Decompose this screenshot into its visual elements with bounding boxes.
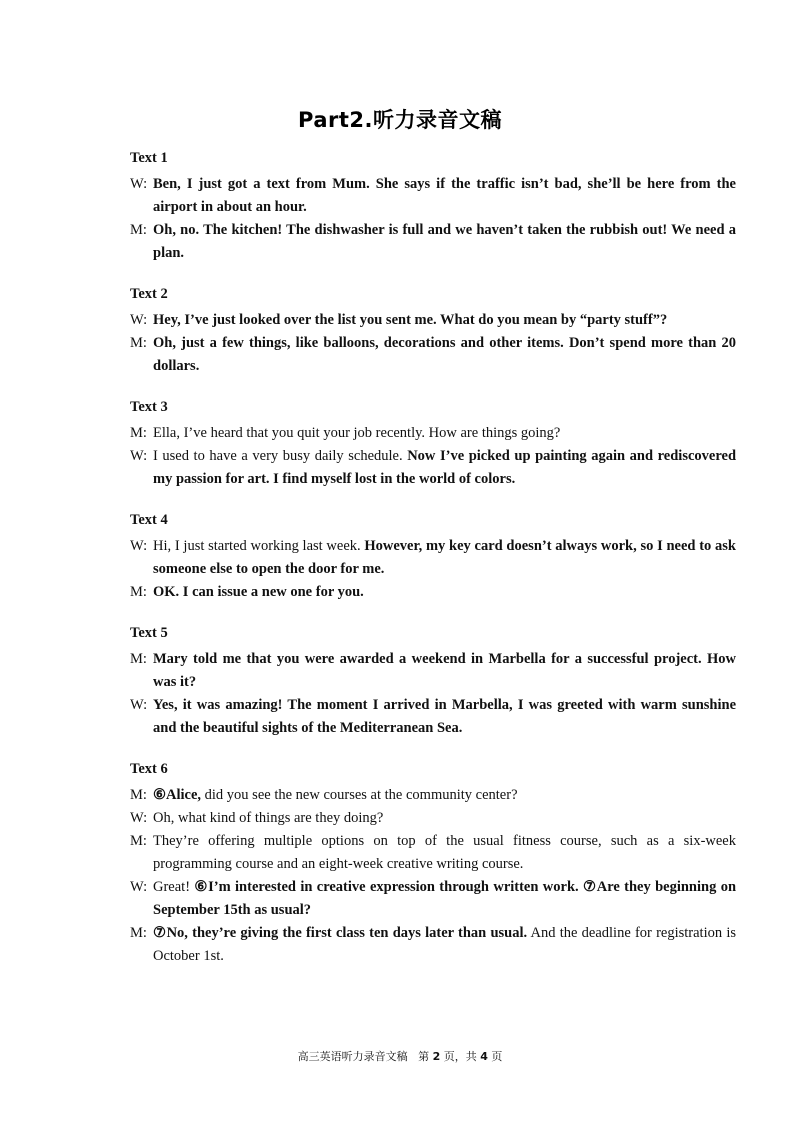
speaker-label: W: [130,312,148,328]
section-heading: Text 6 [130,761,168,777]
footer-page-word-close: 页 [491,1050,503,1063]
section-heading: Text 5 [130,625,168,641]
footer-page-word-open: 第 [418,1050,430,1063]
dialogue-text: Hi, I just started working last week. [153,538,365,554]
speaker-label: M: [130,787,147,803]
speaker-label: W: [130,176,148,192]
emphasized-text: OK. I can issue a new one for you. [153,584,364,600]
dialogue-line [130,422,736,445]
dialogue-line [130,876,736,922]
speaker-label: M: [130,584,147,600]
dialogue-text: I used to have a very busy daily schedule. [153,448,408,464]
dialogue-line [130,332,736,378]
dialogue-text: did you see the new courses at the community center? [201,787,518,803]
dialogue-text: Great! [153,879,195,895]
emphasized-text: Oh, just a few things, like balloons, decorations and other items. Don’t spend more than 20 dollars. [153,335,736,374]
transcript-section [130,150,736,265]
dialogue-text: And the deadline for registration is October 1st. [153,925,736,964]
transcript-section [130,399,736,491]
speaker-label: W: [130,810,148,826]
emphasized-text: ⑥I’m interested in creative expression through written work. ⑦Are they beginning on September 15th as usual? [153,879,737,918]
speaker-label: M: [130,335,147,351]
footer-current-page: 2 [432,1050,441,1063]
dialogue-line [130,648,736,694]
dialogue-line [130,830,736,876]
emphasized-text: Yes, it was amazing! The moment I arrived in Marbella, I was greeted with warm sunshine and the beautiful sights of the Mediterranean Sea. [153,697,736,736]
speaker-label: M: [130,651,147,667]
transcript-section [130,625,736,740]
dialogue-line [130,807,736,830]
emphasized-text: ⑥Alice, [153,787,202,803]
footer-total-pages: 4 [480,1050,488,1063]
dialogue-line [130,581,736,604]
emphasized-text: ⑦No, they’re giving the first class ten days later than usual. [153,925,528,941]
dialogue-line [130,535,736,581]
emphasized-text: Oh, no. The kitchen! The dishwasher is full and we haven’t taken the rubbish out! We need a plan. [153,222,736,261]
footer-document-name: 高三英语听力录音文稿 [297,1050,408,1063]
emphasized-text: However, my key card doesn’t always work, so I need to ask someone else to open the door for me. [153,538,736,577]
dialogue-line [130,784,736,807]
emphasized-text: Hey, I’ve just looked over the list you sent me. What do you mean by “party stuff”? [153,312,668,328]
speaker-label: W: [130,448,148,464]
dialogue-line [130,309,736,332]
page-title: Part2.听力录音文稿 [298,108,502,132]
emphasized-text: Now I’ve picked up painting again and rediscovered my passion for art. I find myself lost in the world of colors. [153,448,737,487]
transcript-section [130,286,736,378]
transcript-body [130,150,736,989]
section-heading: Text 4 [130,512,168,528]
speaker-label: M: [130,425,147,441]
dialogue-line [130,445,736,491]
transcript-section [130,761,736,968]
transcript-section [130,512,736,604]
dialogue-line [130,922,736,968]
dialogue-text: Oh, what kind of things are they doing? [153,810,384,826]
dialogue-line [130,173,736,219]
dialogue-line [130,694,736,740]
page-footer [0,1048,800,1064]
section-heading: Text 1 [130,150,168,166]
dialogue-text: Ella, I’ve heard that you quit your job recently. How are things going? [153,425,561,441]
dialogue-text: They’re offering multiple options on top of the usual fitness course, such as a six-week programming course and an eight-week creative writing course. [153,833,736,872]
speaker-label: W: [130,879,148,895]
footer-page-word-mid: 页，共 [443,1050,477,1063]
speaker-label: W: [130,697,148,713]
section-heading: Text 3 [130,399,168,415]
speaker-label: M: [130,925,147,941]
speaker-label: W: [130,538,148,554]
section-heading: Text 2 [130,286,168,302]
dialogue-line [130,219,736,265]
emphasized-text: Mary told me that you were awarded a weekend in Marbella for a successful project. How was it? [153,651,736,690]
speaker-label: M: [130,833,147,849]
emphasized-text: Ben, I just got a text from Mum. She says if the traffic isn’t bad, she’ll be here from the airport in about an hour. [153,176,736,215]
speaker-label: M: [130,222,147,238]
